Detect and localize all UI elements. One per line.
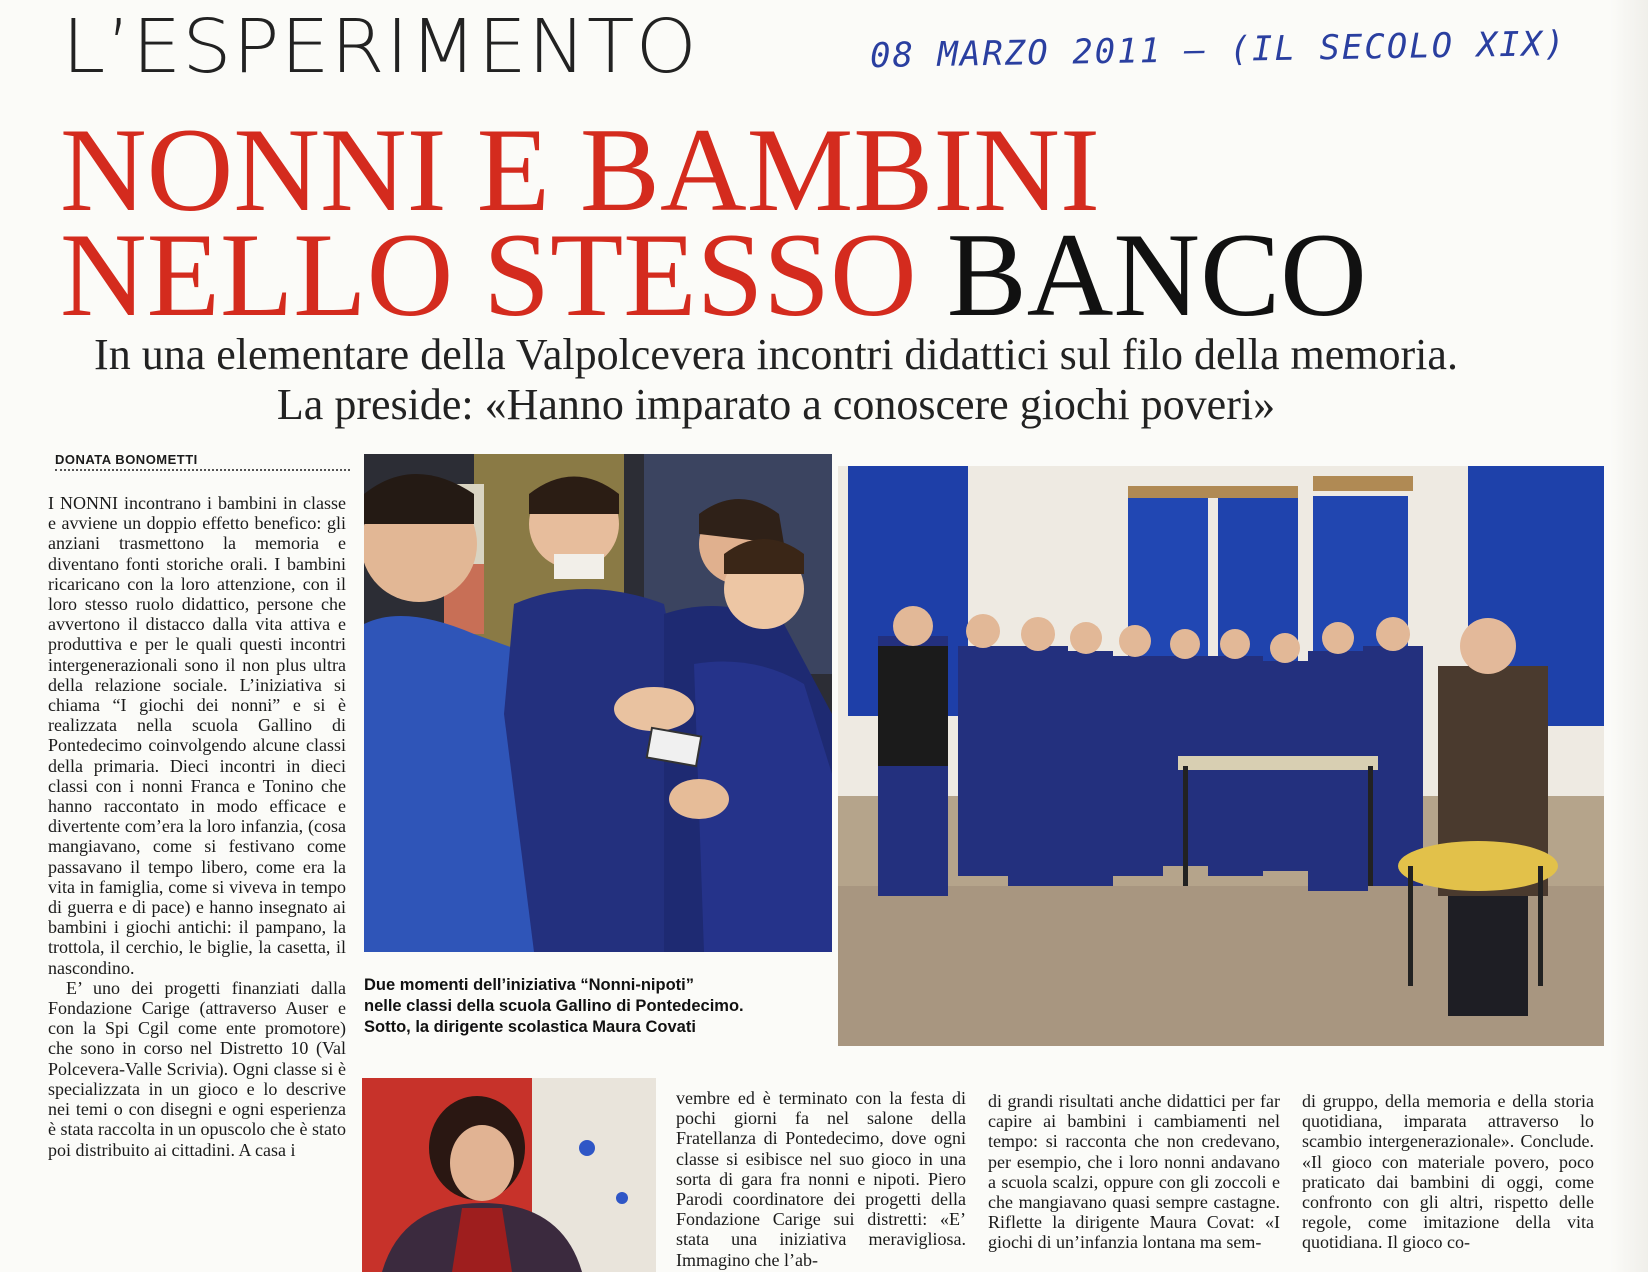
- paragraph: I NONNI incontrano i bambini in classe e avviene un doppio effetto benefico: gli anziani trasmettono la memoria e diventano fonti storiche orali. I bambini ricaricano con la loro attenzione, con il loro stesso ruolo didattico, persone che avvertono il distacco dalla vita attiva e produttiva e per le quali questi incontri intergenerazionali sono il non plus ultra della relazione sociale. L’iniziativa si chiama “I giochi dei nonni” e si è realizzata nella scuola Gallino di Pontedecimo coinvolgendo alcune classi della primaria. Dieci incontri in dieci classi con i nonni Franca e Tonino che hanno raccontato in modo efficace e divertente com’era la loro infanzia, (cosa mangiavano, come si festivano come passavano il tempo libero, come era la vita in famiglia, come si viveva in tempo di guerra e di pace) e hanno insegnato ai bambini i giochi antichi: il pampano, la trottola, il cerchio, le biglie, la casetta, il nascondino.: [48, 493, 346, 978]
- photo-headmistress: [362, 1078, 656, 1272]
- photo-classroom-group: [838, 466, 1604, 1046]
- byline: DONATA BONOMETTI: [55, 452, 350, 471]
- paragraph: di gruppo, della memoria e della storia quotidiana, imparata attraverso lo scambio intergenerazionale». Conclude. «Il gioco con materiale povero, poco praticato dai bambini di oggi, come confronto con gli altri, rispetto delle regole, come imitazione della vita quotidiana. Il gioco co-: [1302, 1091, 1594, 1253]
- paragraph: vembre ed è terminato con la festa di pochi giorni fa nel salone della Fratellanza di Pontedecimo, dove ogni classe si esibisce nel suo gioco in una sorta di gara fra nonni e nipoti. Piero Parodi coordinatore dei progetti della Fondazione Carige sui distretti: «E’ stata una iniziativa meravigliosa. Immagino che l’ab-: [676, 1088, 966, 1270]
- caption-line: Sotto, la dirigente scolastica Maura Covati: [364, 1018, 696, 1036]
- paragraph: E’ uno dei progetti finanziati dalla Fondazione Carige (attraverso Auser e con la Spi Cgil come ente promotore) che sono in corso nel Distretto 10 (Val Polcevera-Valle Scrivia). Ogni classe si è specializzata in un gioco e lo descrive nei temi o con disegni e ogni esperienza è stata raccolta in un opuscolo che è stato poi distribuito ai cittadini. A casa i: [48, 977, 346, 1160]
- paragraph: di grandi risultati anche didattici per far capire ai bambini i cambiamenti nel tempo: si racconta che non credevano, per esempio, che i loro nonni andavano a scuola scalzi, oppure con gli zoccoli e che mangiavano quasi sempre castagne. Riflette la dirigente Maura Covat: «I giochi di un’infanzia lontana ma sem-: [988, 1091, 1280, 1253]
- photo-caption: [364, 975, 804, 1038]
- article-column-4: [1302, 1091, 1594, 1272]
- bleed-through-shadow: [1300, 250, 1640, 450]
- photo-children-cards-graphic: [364, 454, 832, 952]
- headline-line-1: NONNI E BAMBINI: [60, 103, 1100, 236]
- photo-headmistress-graphic: [362, 1078, 656, 1272]
- section-kicker: L’ESPERIMENTO: [62, 4, 698, 90]
- photo-children-cards: [364, 454, 832, 952]
- article-column-1: [48, 493, 346, 1272]
- article-deck: In una elementare della Valpolcevera incontri didattici sul filo della memoria. La preside: «Hanno imparato a conoscere giochi poveri»: [94, 330, 1458, 429]
- page-edge: [1610, 0, 1648, 1272]
- photo-classroom-graphic: [838, 466, 1604, 1046]
- article-column-2: [676, 1088, 966, 1272]
- article-column-3: [988, 1091, 1280, 1272]
- caption-line: nelle classi della scuola Gallino di Pontedecimo.: [364, 997, 744, 1015]
- handwritten-date-note: 08 MARZO 2011 – (IL SECOLO XIX): [869, 23, 1567, 77]
- headline-red-part: NELLO STESSO: [60, 208, 917, 341]
- caption-line: Due momenti dell’iniziativa “Nonni-nipoti”: [364, 976, 695, 994]
- headline-line-2: [60, 208, 1367, 341]
- headline-black-part: BANCO: [946, 208, 1367, 341]
